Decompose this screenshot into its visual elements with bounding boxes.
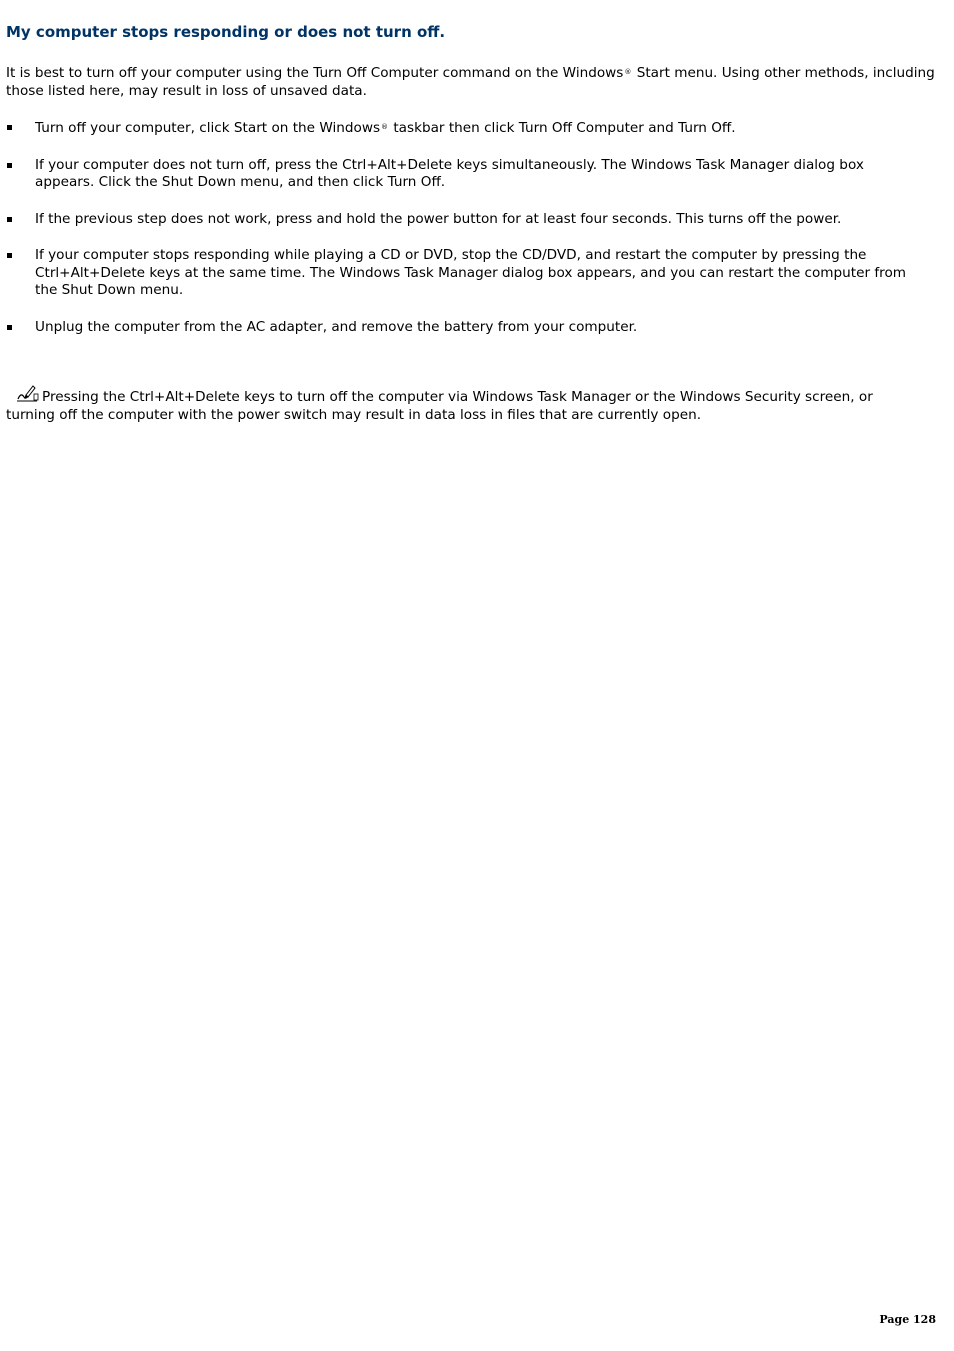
list-item bbox=[6, 319, 926, 337]
step-text-start: Turn off your computer, click Start on the Windows bbox=[35, 120, 381, 136]
list-item bbox=[6, 119, 926, 138]
intro-text-start: It is best to turn off your computer using the Turn Off Computer command on the Windows bbox=[6, 65, 624, 81]
intro-paragraph bbox=[6, 64, 936, 100]
bullet-icon bbox=[7, 163, 12, 168]
step-text-end: taskbar then click Turn Off Computer and Turn Off. bbox=[389, 120, 736, 136]
note-text: Pressing the Ctrl+Alt+Delete keys to turn off the computer via Windows Task Manager or the Windows Security screen, or turning off the computer with the power switch may result in data loss in files that are currently open. bbox=[6, 389, 873, 423]
list-item bbox=[6, 211, 926, 229]
page-title: My computer stops responding or does not turn off. bbox=[6, 23, 446, 41]
registered-mark: ® bbox=[381, 123, 389, 131]
note-pencil-icon bbox=[15, 383, 39, 403]
step-text: If your computer does not turn off, press the Ctrl+Alt+Delete keys simultaneously. The Windows Task Manager dialog box appears. Click the Shut Down menu, and then click Turn Off. bbox=[35, 156, 864, 190]
steps-list bbox=[6, 119, 926, 355]
list-item bbox=[6, 157, 926, 192]
page-number: Page 128 bbox=[879, 1313, 936, 1326]
bullet-icon bbox=[7, 217, 12, 222]
step-text: If your computer stops responding while playing a CD or DVD, stop the CD/DVD, and restart the computer by pressing the Ctrl+Alt+Delete keys at the same time. The Windows Task Manager dialog box appears, and you can restart the computer from the Shut Down menu. bbox=[35, 247, 907, 298]
bullet-icon bbox=[7, 125, 12, 130]
bullet-icon bbox=[7, 325, 12, 330]
list-item bbox=[6, 247, 926, 300]
intro-text-end: Start menu. Using other methods, including those listed here, may result in loss of unsaved data. bbox=[6, 65, 935, 99]
step-text: Unplug the computer from the AC adapter, and remove the battery from your computer. bbox=[35, 318, 638, 335]
registered-mark: ® bbox=[624, 68, 632, 76]
step-text: If the previous step does not work, press and hold the power button for at least four seconds. This turns off the power. bbox=[35, 210, 842, 227]
bullet-icon bbox=[7, 253, 12, 258]
note-paragraph bbox=[6, 383, 926, 424]
